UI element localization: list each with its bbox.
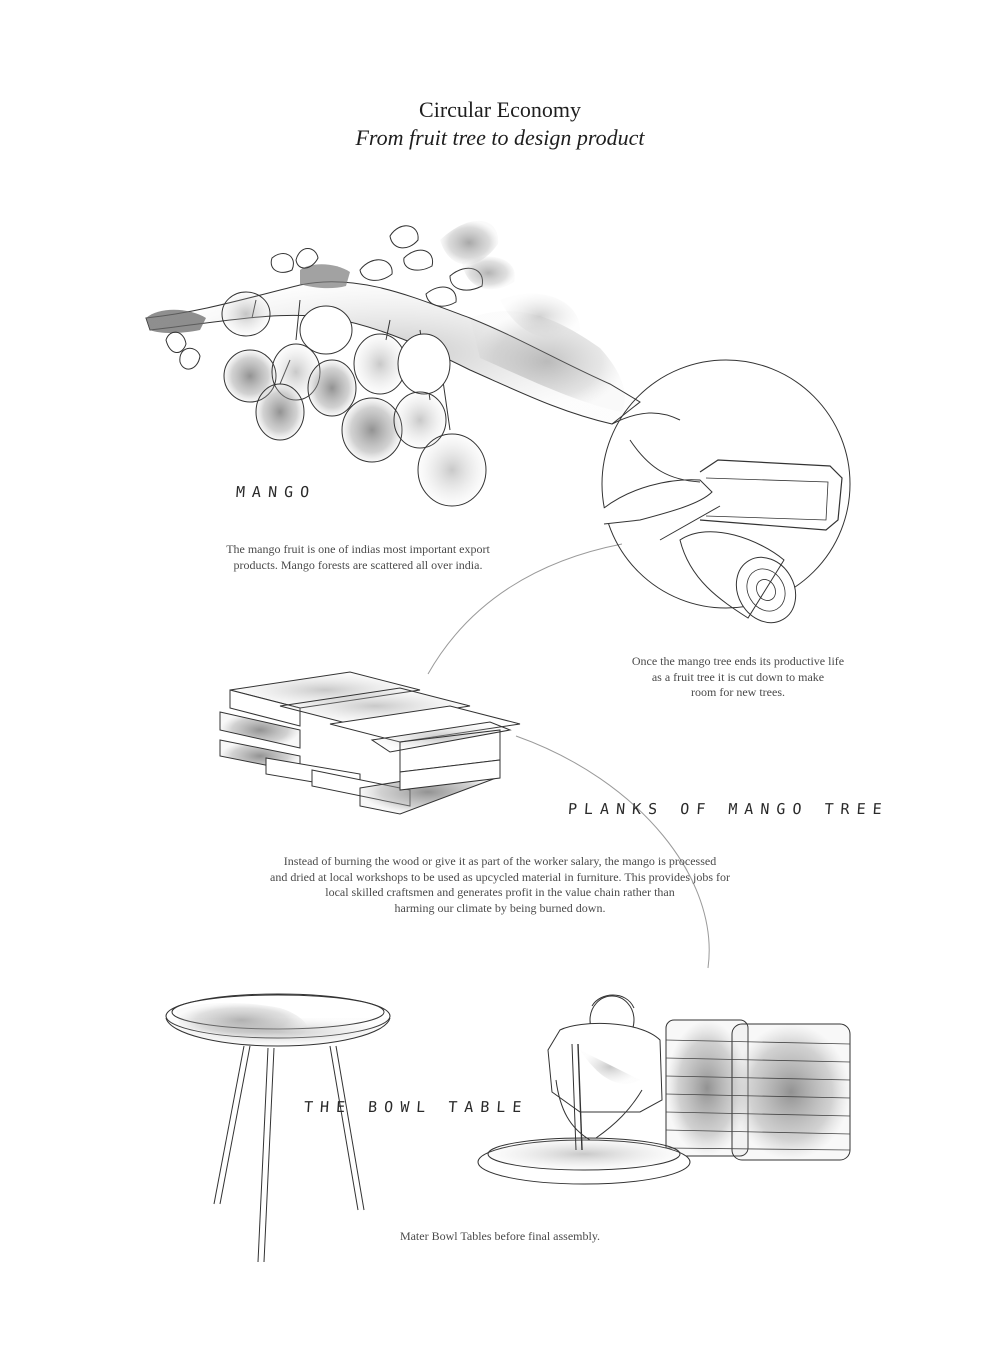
flow-line-planks-to-craftsman	[516, 736, 709, 968]
page-subtitle: From fruit tree to design product	[355, 125, 645, 150]
cutting-circle	[602, 360, 850, 608]
header	[0, 96, 1000, 152]
mango-fruit	[308, 360, 356, 416]
caption-tree-cut	[600, 654, 876, 701]
table-leg	[330, 1046, 358, 1210]
caption-mango	[170, 542, 546, 573]
mango-branch-illustration	[146, 221, 640, 506]
table-leg	[214, 1046, 244, 1204]
caption-line: harming our climate by being burned down.	[394, 900, 606, 915]
mango-fruit	[342, 398, 402, 462]
mango-fruit	[222, 292, 270, 336]
mango-fruit	[256, 384, 304, 440]
caption-line: products. Mango forests are scattered all over india.	[233, 557, 483, 572]
caption-line: and dried at local workshops to be used as upcycled material in furniture. This provides jobs for	[270, 869, 730, 884]
caption-line: Once the mango tree ends its productive life	[631, 654, 845, 668]
label-planks: PLANKS OF MANGO TREE	[567, 800, 890, 818]
log-end	[725, 547, 807, 634]
label-mango: MANGO	[235, 483, 317, 501]
mango-fruit	[398, 334, 450, 394]
caption-line: Instead of burning the wood or give it as part of the worker salary, the mango is processed	[283, 854, 717, 868]
caption-line: The mango fruit is one of indias most important export	[226, 542, 490, 556]
label-bowl-table: THE BOWL TABLE	[303, 1098, 530, 1116]
caption-line: room for new trees.	[691, 685, 785, 699]
caption-line: as a fruit tree it is cut down to make	[651, 669, 825, 684]
page-title: Circular Economy	[419, 97, 581, 122]
table-leg	[258, 1048, 268, 1262]
caption-line: local skilled craftsmen and generates profit in the value chain rather than	[325, 885, 675, 899]
bowl-table-illustration	[166, 994, 390, 1262]
mango-fruit	[418, 434, 486, 506]
mango-fruit	[300, 306, 352, 354]
caption-assembly: Mater Bowl Tables before final assembly.	[399, 1229, 601, 1243]
planks-illustration	[220, 672, 520, 814]
craftsman-illustration	[478, 995, 850, 1184]
caption-planks	[236, 854, 764, 916]
